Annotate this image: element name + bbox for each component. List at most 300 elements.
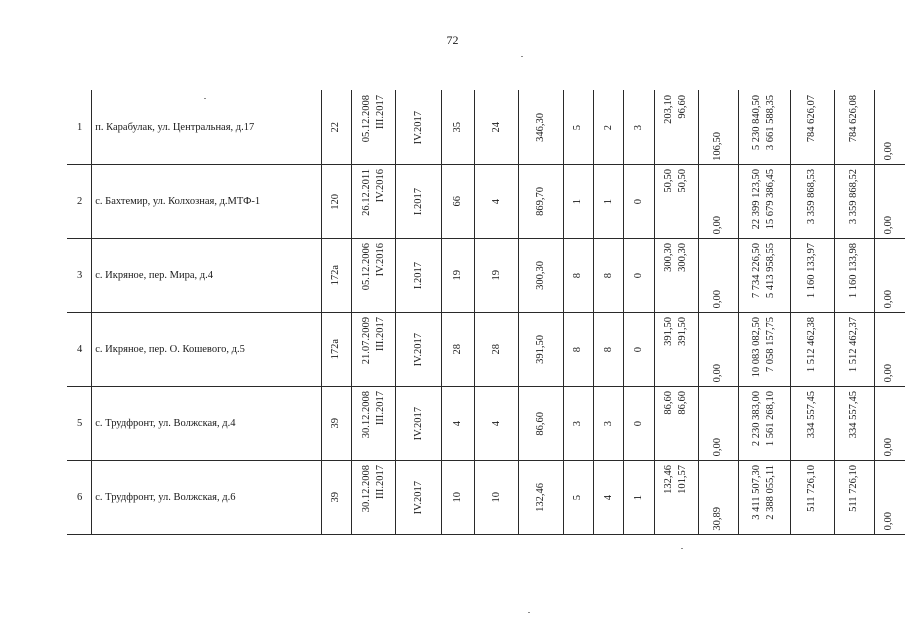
cost-local-value: 3 359 868,52: [848, 168, 860, 224]
cell-text-stack: [791, 241, 834, 311]
area-b-value: 391,50: [677, 316, 689, 346]
cost_region-cell: [790, 165, 834, 239]
cell-text-stack: [564, 495, 593, 500]
rooms-total-value: 8: [572, 272, 584, 279]
address-cell: с. Трудфронт, ул. Волжская, д.6: [92, 461, 322, 535]
doc-date-value: 26.12.2011: [360, 168, 372, 216]
cell-text-stack: [875, 241, 904, 311]
cell-text-stack: [875, 93, 904, 163]
cell-text-stack: [875, 463, 904, 533]
cell-text-stack: [624, 421, 653, 426]
persons_moved-cell: [475, 461, 519, 535]
row-number: 3: [68, 239, 92, 313]
cell-text-stack: [835, 389, 874, 459]
cell-text-stack: [739, 93, 790, 163]
cell-text-stack: [699, 463, 738, 533]
row-number: 6: [68, 461, 92, 535]
scan-speck: [528, 612, 530, 613]
doc_no-cell: [321, 165, 351, 239]
persons_moved-cell: [475, 239, 519, 313]
cell-text-stack: [442, 270, 474, 281]
cost-region-value: 784 626,07: [806, 94, 818, 142]
area-a-value: 391,50: [663, 316, 675, 346]
cell-text-stack: [322, 122, 351, 133]
cell-text-stack: [475, 270, 518, 281]
plan-end-value: IV.2017: [412, 480, 424, 515]
cell-text-stack: [352, 167, 395, 237]
cost-other-value: 0,00: [883, 364, 895, 383]
doc_no-cell: [321, 461, 351, 535]
table-row: [68, 387, 905, 461]
rooms_b-cell: [624, 387, 654, 461]
rooms_a-cell: [594, 91, 624, 165]
persons-total-value: 66: [452, 196, 464, 207]
cell-text-stack: [519, 187, 563, 216]
rooms-a-value: 1: [602, 198, 614, 205]
doc-no-value: 172а: [330, 265, 342, 286]
cell-text-stack: [655, 463, 698, 533]
cost-local-value: 334 557,45: [848, 390, 860, 438]
row-number: 1: [68, 91, 92, 165]
table-row: [68, 313, 905, 387]
cell-text-stack: [835, 167, 874, 237]
area-a-value: 203,10: [663, 94, 675, 124]
cost_total-cost_fund-cell: [738, 239, 790, 313]
persons-total-value: 35: [452, 122, 464, 133]
rooms_b-cell: [624, 91, 654, 165]
cost-fund-value: 7 058 157,75: [765, 316, 777, 372]
rooms-a-value: 8: [602, 346, 614, 353]
cell-text-stack: [739, 167, 790, 237]
cell-text-stack: [352, 93, 395, 163]
cell-text-stack: [322, 339, 351, 359]
area_a-area_b-cell: [654, 239, 698, 313]
plan-end-value: IV.2017: [412, 332, 424, 367]
persons-moved-value: 10: [490, 492, 502, 503]
table-row: [68, 239, 905, 313]
plan-start-value: IV.2016: [374, 242, 386, 276]
cell-text-stack: [791, 93, 834, 163]
area-b-value: 96,60: [677, 94, 689, 119]
address-cell: с. Икряное, пер. Мира, д.4: [92, 239, 322, 313]
address-cell: с. Трудфронт, ул. Волжская, д.4: [92, 387, 322, 461]
rooms_b-cell: [624, 461, 654, 535]
plan_end-cell: [396, 387, 442, 461]
doc-date-value: 05.12.2006: [360, 242, 372, 290]
row-number: 2: [68, 165, 92, 239]
cost_local-cell: [834, 461, 874, 535]
cost-total-value: 5 230 840,50: [751, 94, 763, 150]
area-c-value: 0,00: [712, 216, 724, 235]
area_c-cell: [698, 165, 738, 239]
cell-text-stack: [624, 125, 653, 130]
cost_region-cell: [790, 461, 834, 535]
cell-text-stack: [699, 93, 738, 163]
rooms-a-value: 3: [602, 420, 614, 427]
cell-text-stack: [564, 273, 593, 278]
cell-text-stack: [322, 194, 351, 210]
cell-text-stack: [396, 407, 441, 440]
address-cell: с. Икряное, пер. О. Кошевого, д.5: [92, 313, 322, 387]
address-cell: п. Карабулак, ул. Центральная, д.17: [92, 91, 322, 165]
area-b-value: 300,30: [677, 242, 689, 272]
cost_total-cost_fund-cell: [738, 461, 790, 535]
persons_total-cell: [442, 239, 475, 313]
cell-text-stack: [519, 412, 563, 436]
plan-start-value: III.2017: [374, 94, 386, 129]
rooms-b-value: 1: [633, 494, 645, 501]
cell-text-stack: [835, 315, 874, 385]
cell-text-stack: [624, 347, 653, 352]
doc-no-value: 120: [330, 193, 342, 210]
cell-text-stack: [396, 262, 441, 289]
area_total-cell: [519, 313, 564, 387]
cost-region-value: 511 726,10: [806, 464, 818, 512]
area_c-cell: [698, 91, 738, 165]
area-a-value: 50,50: [663, 168, 675, 193]
cell-text-stack: [739, 315, 790, 385]
area-b-value: 101,57: [677, 464, 689, 494]
cell-text-stack: [322, 265, 351, 285]
cost_local-cell: [834, 91, 874, 165]
cell-text-stack: [352, 241, 395, 311]
doc-date-value: 30.12.2008: [360, 464, 372, 512]
rooms_total-cell: [563, 313, 593, 387]
housing-table: [67, 90, 905, 535]
cell-text-stack: [739, 389, 790, 459]
plan_end-cell: [396, 313, 442, 387]
cell-text-stack: [835, 241, 874, 311]
cell-text-stack: [875, 167, 904, 237]
cost_other-cell: [874, 313, 904, 387]
cost-total-value: 7 734 226,50: [751, 242, 763, 298]
cost_local-cell: [834, 165, 874, 239]
area-b-value: 50,50: [677, 168, 689, 193]
doc-date-value: 05.12.2008: [360, 94, 372, 142]
rooms_total-cell: [563, 91, 593, 165]
cell-text-stack: [594, 421, 623, 426]
cost-local-value: 511 726,10: [848, 464, 860, 512]
scan-speck: [521, 56, 523, 57]
cost_total-cost_fund-cell: [738, 313, 790, 387]
persons-total-value: 10: [452, 492, 464, 503]
doc_no-cell: [321, 239, 351, 313]
area_c-cell: [698, 239, 738, 313]
doc_no-cell: [321, 313, 351, 387]
area-total-value: 869,70: [534, 187, 546, 216]
cell-text-stack: [791, 463, 834, 533]
area-c-value: 0,00: [712, 290, 724, 309]
rooms_a-cell: [594, 461, 624, 535]
rooms-total-value: 3: [572, 420, 584, 427]
cell-text-stack: [475, 122, 518, 133]
cell-text-stack: [352, 463, 395, 533]
cost-region-value: 1 512 462,38: [806, 316, 818, 372]
cell-text-stack: [835, 463, 874, 533]
cost-total-value: 2 230 383,00: [751, 390, 763, 446]
area-total-value: 132,46: [534, 483, 546, 512]
cell-text-stack: [655, 241, 698, 311]
area_a-area_b-cell: [654, 91, 698, 165]
persons_moved-cell: [475, 313, 519, 387]
cost_other-cell: [874, 91, 904, 165]
persons_total-cell: [442, 91, 475, 165]
table-row: [68, 91, 905, 165]
cell-text-stack: [396, 111, 441, 144]
area_total-cell: [519, 461, 564, 535]
area_a-area_b-cell: [654, 313, 698, 387]
area-a-value: 86,60: [663, 390, 675, 415]
doc_date-plan_start-cell: [352, 165, 396, 239]
area-total-value: 300,30: [534, 261, 546, 290]
cell-text-stack: [564, 421, 593, 426]
doc_date-plan_start-cell: [352, 91, 396, 165]
address-cell: с. Бахтемир, ул. Колхозная, д.МТФ-1: [92, 165, 322, 239]
cost_other-cell: [874, 165, 904, 239]
cell-text-stack: [699, 315, 738, 385]
plan-start-value: III.2017: [374, 464, 386, 499]
area-c-value: 0,00: [712, 364, 724, 383]
page-number: 72: [446, 33, 459, 47]
cost-other-value: 0,00: [883, 216, 895, 235]
row-number: 4: [68, 313, 92, 387]
cost-fund-value: 2 388 055,11: [765, 464, 777, 520]
rooms-b-value: 0: [633, 346, 645, 353]
cell-text-stack: [475, 199, 518, 204]
cost_total-cost_fund-cell: [738, 91, 790, 165]
persons_total-cell: [442, 313, 475, 387]
cost-other-value: 0,00: [883, 290, 895, 309]
rooms-b-value: 0: [633, 198, 645, 205]
cost-other-value: 0,00: [883, 142, 895, 161]
doc_no-cell: [321, 91, 351, 165]
cell-text-stack: [322, 492, 351, 503]
table-row: [68, 461, 905, 535]
cell-text-stack: [594, 125, 623, 130]
cost_other-cell: [874, 461, 904, 535]
cell-text-stack: [739, 463, 790, 533]
cell-text-stack: [594, 347, 623, 352]
cost_region-cell: [790, 313, 834, 387]
doc_date-plan_start-cell: [352, 387, 396, 461]
cost-other-value: 0,00: [883, 512, 895, 531]
cell-text-stack: [396, 188, 441, 215]
cell-text-stack: [442, 492, 474, 503]
persons_total-cell: [442, 387, 475, 461]
cell-text-stack: [396, 333, 441, 366]
cost_total-cost_fund-cell: [738, 387, 790, 461]
cost-total-value: 22 399 123,50: [751, 168, 763, 229]
area_total-cell: [519, 91, 564, 165]
cell-text-stack: [655, 389, 698, 459]
cost_region-cell: [790, 91, 834, 165]
plan-start-value: III.2017: [374, 316, 386, 351]
persons-total-value: 28: [452, 344, 464, 355]
plan_end-cell: [396, 461, 442, 535]
cost_other-cell: [874, 239, 904, 313]
cell-text-stack: [624, 273, 653, 278]
rooms_total-cell: [563, 461, 593, 535]
cell-text-stack: [475, 421, 518, 426]
area-total-value: 86,60: [534, 411, 546, 436]
cell-text-stack: [352, 315, 395, 385]
doc_no-cell: [321, 387, 351, 461]
cell-text-stack: [699, 389, 738, 459]
cell-text-stack: [791, 389, 834, 459]
persons-moved-value: 28: [490, 344, 502, 355]
cell-text-stack: [624, 495, 653, 500]
cell-text-stack: [519, 261, 563, 290]
rooms-total-value: 5: [572, 124, 584, 131]
rooms-b-value: 0: [633, 272, 645, 279]
cell-text-stack: [835, 93, 874, 163]
cell-text-stack: [699, 241, 738, 311]
cost-fund-value: 15 679 386,45: [765, 168, 777, 229]
cell-text-stack: [442, 196, 474, 207]
cell-text-stack: [739, 241, 790, 311]
area_c-cell: [698, 461, 738, 535]
cell-text-stack: [594, 495, 623, 500]
cell-text-stack: [655, 93, 698, 163]
cost_region-cell: [790, 239, 834, 313]
cell-text-stack: [624, 199, 653, 204]
cost-total-value: 3 411 507,30: [751, 464, 763, 520]
cost_local-cell: [834, 313, 874, 387]
cell-text-stack: [442, 421, 474, 426]
plan-start-value: III.2017: [374, 390, 386, 425]
area_total-cell: [519, 239, 564, 313]
cell-text-stack: [594, 199, 623, 204]
persons-moved-value: 4: [490, 420, 502, 427]
area_a-area_b-cell: [654, 461, 698, 535]
cost_region-cell: [790, 387, 834, 461]
cost-total-value: 10 083 082,50: [751, 316, 763, 377]
rooms_total-cell: [563, 165, 593, 239]
cell-text-stack: [655, 167, 698, 237]
area_a-area_b-cell: [654, 387, 698, 461]
cost-fund-value: 5 413 958,55: [765, 242, 777, 298]
rooms-a-value: 8: [602, 272, 614, 279]
cell-text-stack: [564, 125, 593, 130]
persons_moved-cell: [475, 387, 519, 461]
persons-moved-value: 4: [490, 198, 502, 205]
doc_date-plan_start-cell: [352, 461, 396, 535]
persons_total-cell: [442, 165, 475, 239]
area-total-value: 391,50: [534, 335, 546, 364]
cell-text-stack: [564, 347, 593, 352]
rooms-a-value: 2: [602, 124, 614, 131]
doc-no-value: 39: [330, 492, 342, 503]
cost-local-value: 784 626,08: [848, 94, 860, 142]
plan-end-value: IV.2017: [412, 406, 424, 441]
row-number: 5: [68, 387, 92, 461]
area-c-value: 30,89: [712, 506, 724, 531]
plan-end-value: I.2017: [412, 261, 424, 290]
cost-local-value: 1 512 462,37: [848, 316, 860, 372]
area-a-value: 300,30: [663, 242, 675, 272]
cell-text-stack: [791, 315, 834, 385]
rooms-b-value: 0: [633, 420, 645, 427]
cost_other-cell: [874, 387, 904, 461]
doc-no-value: 172а: [330, 339, 342, 360]
rooms_a-cell: [594, 239, 624, 313]
cost-region-value: 1 160 133,97: [806, 242, 818, 298]
cell-text-stack: [322, 418, 351, 429]
rooms-total-value: 8: [572, 346, 584, 353]
cost-region-value: 334 557,45: [806, 390, 818, 438]
cell-text-stack: [791, 167, 834, 237]
area-a-value: 132,46: [663, 464, 675, 494]
rooms-b-value: 3: [633, 124, 645, 131]
cell-text-stack: [442, 344, 474, 355]
plan-start-value: IV.2016: [374, 168, 386, 202]
persons-total-value: 4: [452, 420, 464, 427]
rooms-total-value: 1: [572, 198, 584, 205]
cost-local-value: 1 160 133,98: [848, 242, 860, 298]
area-b-value: 86,60: [677, 390, 689, 415]
cell-text-stack: [396, 481, 441, 514]
area-c-value: 0,00: [712, 438, 724, 457]
plan_end-cell: [396, 91, 442, 165]
doc-date-value: 21.07.2009: [360, 316, 372, 364]
doc-no-value: 39: [330, 418, 342, 429]
cell-text-stack: [475, 492, 518, 503]
rooms_a-cell: [594, 387, 624, 461]
cell-text-stack: [475, 344, 518, 355]
doc-no-value: 22: [330, 122, 342, 133]
rooms-total-value: 5: [572, 494, 584, 501]
cost-region-value: 3 359 868,53: [806, 168, 818, 224]
persons_total-cell: [442, 461, 475, 535]
plan-end-value: I.2017: [412, 187, 424, 216]
housing-table-body: [68, 91, 905, 535]
rooms_total-cell: [563, 239, 593, 313]
persons-moved-value: 19: [490, 270, 502, 281]
cell-text-stack: [519, 335, 563, 364]
persons-moved-value: 24: [490, 122, 502, 133]
cost_local-cell: [834, 239, 874, 313]
persons_moved-cell: [475, 165, 519, 239]
rooms-a-value: 4: [602, 494, 614, 501]
cell-text-stack: [594, 273, 623, 278]
area_total-cell: [519, 165, 564, 239]
area-total-value: 346,30: [534, 113, 546, 142]
cost_local-cell: [834, 387, 874, 461]
cost_total-cost_fund-cell: [738, 165, 790, 239]
cell-text-stack: [519, 113, 563, 142]
plan_end-cell: [396, 165, 442, 239]
rooms_b-cell: [624, 313, 654, 387]
area_a-area_b-cell: [654, 165, 698, 239]
cost-fund-value: 1 561 268,10: [765, 390, 777, 446]
cell-text-stack: [352, 389, 395, 459]
rooms_b-cell: [624, 239, 654, 313]
doc-date-value: 30.12.2008: [360, 390, 372, 438]
cell-text-stack: [699, 167, 738, 237]
table-row: [68, 165, 905, 239]
doc_date-plan_start-cell: [352, 239, 396, 313]
rooms_a-cell: [594, 165, 624, 239]
doc_date-plan_start-cell: [352, 313, 396, 387]
cost-other-value: 0,00: [883, 438, 895, 457]
plan-end-value: IV.2017: [412, 110, 424, 145]
cost-fund-value: 3 661 588,35: [765, 94, 777, 150]
cell-text-stack: [564, 199, 593, 204]
cell-text-stack: [875, 389, 904, 459]
cell-text-stack: [655, 315, 698, 385]
persons_moved-cell: [475, 91, 519, 165]
area_c-cell: [698, 387, 738, 461]
